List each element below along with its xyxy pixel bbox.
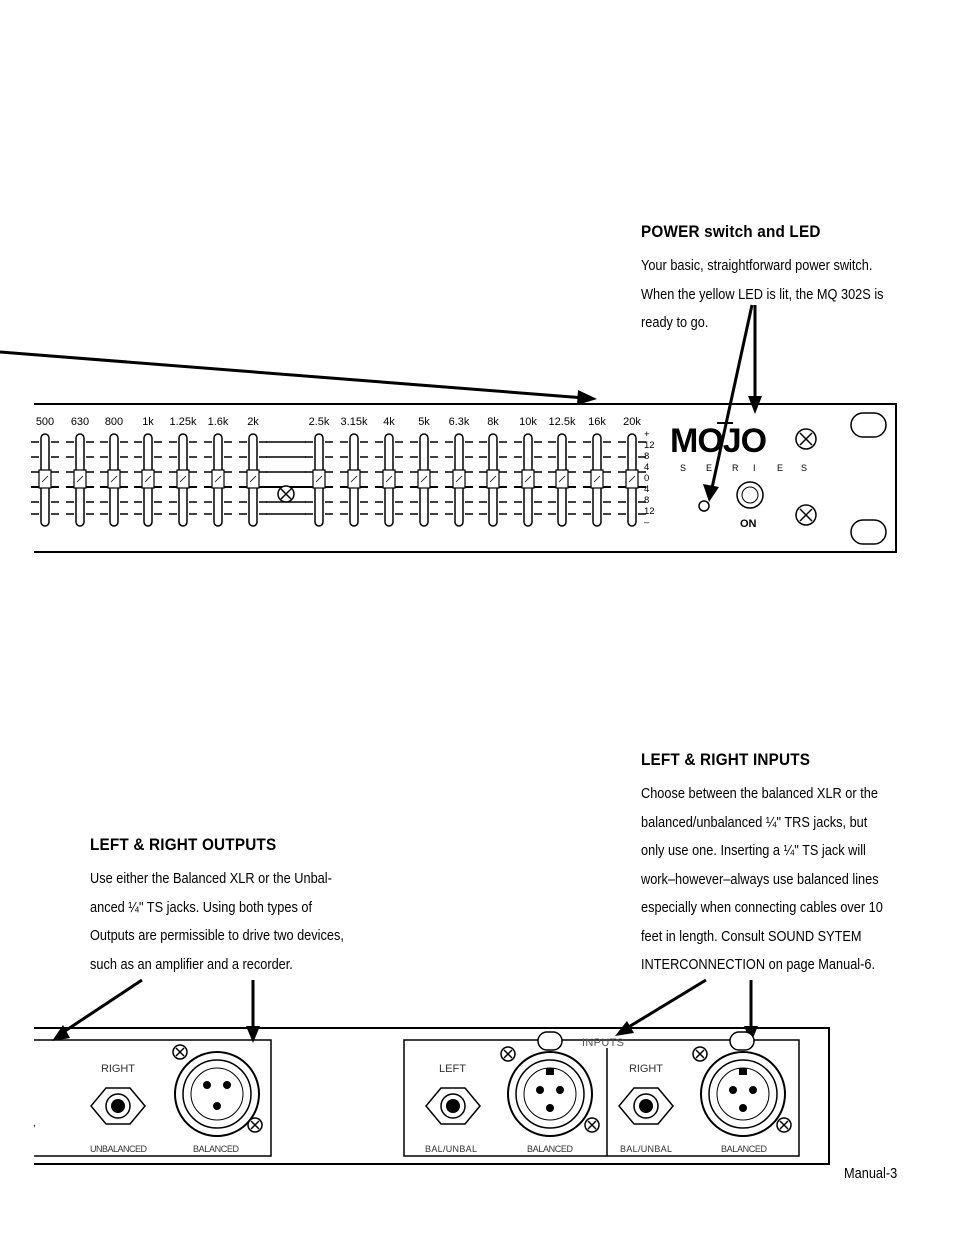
input-left-label: LEFT bbox=[439, 1063, 466, 1075]
series-letter: I bbox=[753, 463, 756, 473]
eq-frequency-label: 630 bbox=[70, 416, 90, 428]
series-letter: R bbox=[732, 463, 739, 473]
outputs-line-4: such as an amplifier and a recorder. bbox=[90, 956, 293, 973]
eq-scale-label: 4 bbox=[644, 462, 650, 473]
inputs-line-1: Choose between the balanced XLR or the bbox=[641, 786, 878, 802]
screw-icon bbox=[501, 1047, 515, 1061]
eq-scale-label: 12 bbox=[644, 440, 655, 451]
power-line-1: Your basic, straightforward power switch. bbox=[641, 258, 873, 274]
input-right-bal-unbal-label: BAL/UNBAL bbox=[620, 1144, 672, 1154]
output-quarter-inch-jack bbox=[91, 1088, 145, 1124]
eq-scale-label: 4 bbox=[644, 484, 650, 495]
inputs-line-7: INTERCONNECTION on page Manual-6. bbox=[641, 957, 876, 973]
eq-frequency-label: 800 bbox=[104, 416, 124, 428]
screw-icon bbox=[585, 1118, 599, 1132]
screw-icon bbox=[777, 1118, 791, 1132]
series-letter: S bbox=[801, 463, 808, 473]
eq-frequency-label: 1.25k bbox=[169, 416, 197, 428]
eq-frequency-label: 1k bbox=[142, 416, 154, 428]
svg-text:,: , bbox=[33, 1118, 36, 1129]
eq-frequency-label: 3.15k bbox=[340, 416, 368, 428]
inputs-panel-label: INPUTS bbox=[582, 1037, 624, 1049]
eq-frequency-label: 4k bbox=[383, 416, 395, 428]
eq-scale-label: 8 bbox=[644, 451, 650, 462]
input-left-bal-unbal-label: BAL/UNBAL bbox=[425, 1144, 477, 1154]
eq-frequency-label: 20k bbox=[623, 416, 641, 428]
input-left-balanced-label: BALANCED bbox=[527, 1144, 573, 1154]
eq-frequency-label: 500 bbox=[35, 416, 55, 428]
inputs-heading: LEFT & RIGHT INPUTS bbox=[641, 750, 811, 769]
screw-icon bbox=[173, 1045, 187, 1059]
eq-frequency-label: 10k bbox=[519, 416, 537, 428]
eq-frequency-label: 8k bbox=[487, 416, 499, 428]
page-number: Manual-3 bbox=[844, 1166, 898, 1182]
eq-scale-label: 8 bbox=[644, 495, 650, 506]
input-right-label: RIGHT bbox=[629, 1063, 663, 1075]
screw-icon bbox=[248, 1118, 262, 1132]
mojo-logo: MOJO bbox=[670, 422, 767, 460]
outputs-heading: LEFT & RIGHT OUTPUTS bbox=[90, 835, 277, 854]
eq-frequency-label: 12.5k bbox=[548, 416, 576, 428]
output-right-label: RIGHT bbox=[101, 1063, 135, 1075]
inputs-line-2: balanced/unbalanced ¼" TRS jacks, but bbox=[641, 814, 868, 831]
eq-frequency-label: 1.6k bbox=[207, 416, 229, 428]
eq-frequency-label: 16k bbox=[588, 416, 606, 428]
power-line-3: ready to go. bbox=[641, 315, 709, 331]
input-right-trs-jack bbox=[619, 1088, 673, 1124]
power-on-label: ON bbox=[740, 518, 757, 530]
eq-frequency-label: 2k bbox=[247, 416, 259, 428]
inputs-line-6: feet in length. Consult SOUND SYTEM bbox=[641, 928, 862, 945]
inputs-line-3: only use one. Inserting a ¼" TS jack will bbox=[641, 843, 866, 859]
input-left-trs-jack bbox=[426, 1088, 480, 1124]
output-xlr-jack bbox=[175, 1052, 259, 1136]
eq-scale-label: 12 bbox=[644, 506, 655, 517]
inputs-line-5: especially when connecting cables over 10 bbox=[641, 900, 883, 916]
outputs-line-1: Use either the Balanced XLR or the Unbal- bbox=[90, 871, 332, 887]
series-letter: E bbox=[777, 463, 784, 473]
power-heading: POWER switch and LED bbox=[641, 222, 821, 241]
eq-frequency-label: 2.5k bbox=[308, 416, 330, 428]
inputs-line-4: work–however–always use balanced lines bbox=[641, 871, 879, 888]
eq-scale-label: + bbox=[644, 429, 650, 440]
eq-scale-label: – bbox=[644, 517, 650, 528]
output-balanced-label: BALANCED bbox=[193, 1144, 239, 1154]
power-line-2: When the yellow LED is lit, the MQ 302S is bbox=[641, 286, 884, 303]
series-letter: S bbox=[680, 463, 687, 473]
outputs-line-3: Outputs are permissible to drive two devices, bbox=[90, 928, 344, 944]
eq-frequency-label: 6.3k bbox=[448, 416, 470, 428]
screw-icon bbox=[693, 1047, 707, 1061]
input-left-xlr-jack bbox=[508, 1032, 592, 1136]
series-letter: E bbox=[706, 463, 713, 473]
eq-frequency-label: 5k bbox=[418, 416, 430, 428]
input-right-balanced-label: BALANCED bbox=[721, 1144, 767, 1154]
outputs-line-2: anced ¼" TS jacks. Using both types of bbox=[90, 899, 313, 916]
input-right-xlr-jack bbox=[701, 1032, 785, 1136]
eq-scale-label: 0 bbox=[644, 473, 650, 484]
output-unbalanced-label: UNBALANCED bbox=[90, 1144, 147, 1154]
